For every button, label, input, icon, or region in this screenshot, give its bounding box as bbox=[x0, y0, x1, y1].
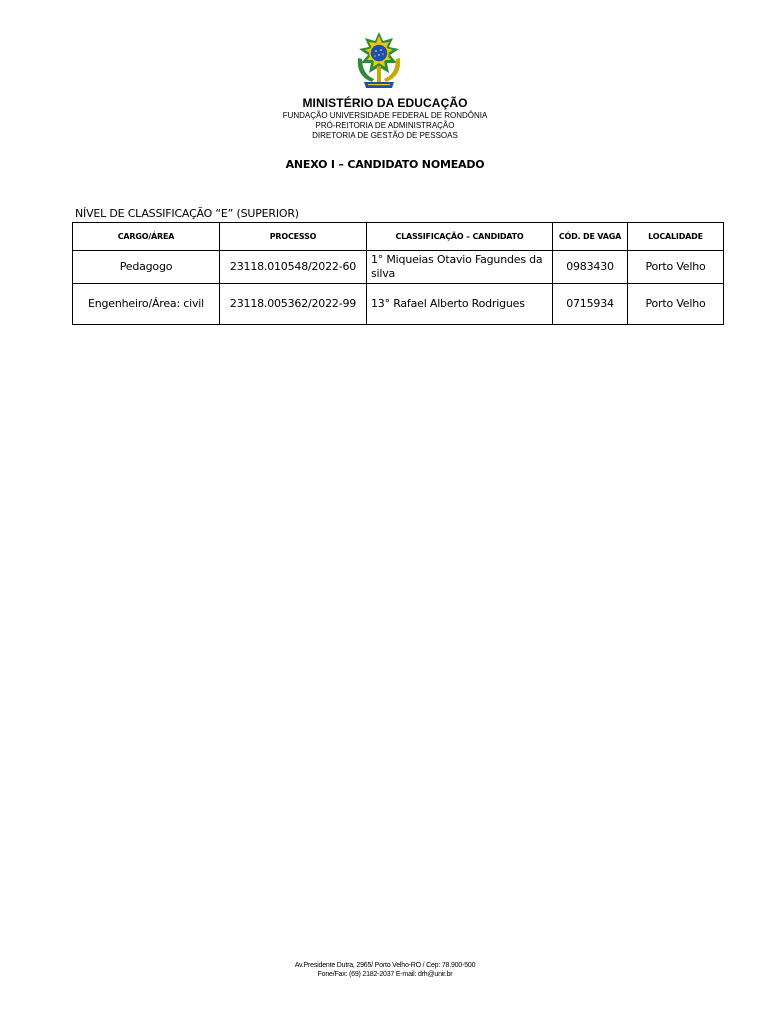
header-cod-vaga: CÓD. DE VAGA bbox=[553, 223, 628, 251]
table-row bbox=[73, 251, 724, 284]
header-processo: PROCESSO bbox=[220, 223, 367, 251]
cell-processo: 23118.010548/2022-60 bbox=[220, 251, 367, 284]
cell-cod-vaga: 0715934 bbox=[553, 284, 628, 325]
header-cargo: CARGO/ÁREA bbox=[73, 223, 220, 251]
footer-contact: Fone/Fax: (69) 2182-2037 E-mail: drh@unir.br bbox=[317, 971, 453, 978]
ministry-title: MINISTÉRIO DA EDUCAÇÃO bbox=[302, 96, 468, 110]
cell-processo: 23118.005362/2022-99 bbox=[220, 284, 367, 325]
annex-title: ANEXO I – CANDIDATO NOMEADO bbox=[285, 158, 485, 171]
cell-cod-vaga: 0983430 bbox=[553, 251, 628, 284]
nominated-candidates-table bbox=[72, 222, 724, 325]
table-header-row bbox=[73, 223, 724, 251]
cell-candidato: 1° Miqueias Otavio Fagundes da silva bbox=[367, 251, 553, 284]
brazil-coat-of-arms-icon bbox=[352, 32, 406, 92]
header-localidade: LOCALIDADE bbox=[628, 223, 724, 251]
table-row bbox=[73, 284, 724, 325]
cell-localidade: Porto Velho bbox=[628, 251, 724, 284]
pro-rectory-name: PRÓ-REITORIA DE ADMINISTRAÇÃO bbox=[315, 121, 455, 130]
header-classificacao: CLASSIFICAÇÃO – CANDIDATO bbox=[367, 223, 553, 251]
cell-localidade: Porto Velho bbox=[628, 284, 724, 325]
cell-candidato: 13° Rafael Alberto Rodrigues bbox=[367, 284, 553, 325]
foundation-name: FUNDAÇÃO UNIVERSIDADE FEDERAL DE RONDÔNIA bbox=[282, 111, 488, 120]
cell-cargo: Pedagogo bbox=[73, 251, 220, 284]
directorate-name: DIRETORIA DE GESTÃO DE PESSOAS bbox=[312, 131, 458, 140]
footer-address: Av.Presidente Dutra, 2965/ Porto Velho-RO / Cep: 78.900-500 bbox=[294, 962, 476, 969]
cell-cargo: Engenheiro/Área: civil bbox=[73, 284, 220, 325]
classification-level-heading: NÍVEL DE CLASSIFICAÇÃO “E” (SUPERIOR) bbox=[75, 207, 299, 220]
